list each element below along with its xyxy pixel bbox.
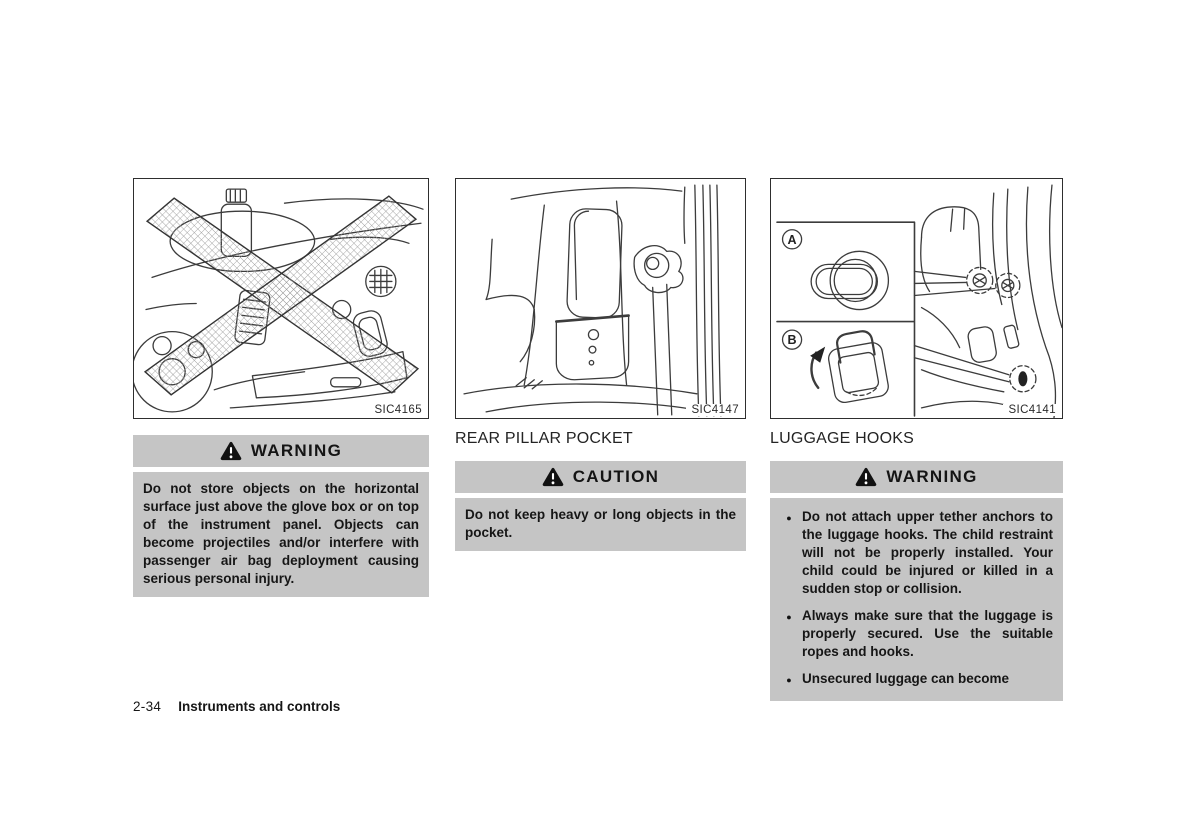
page-number: 2-34 <box>133 699 162 714</box>
caution-body-text: Do not keep heavy or long objects in the pocket. <box>455 498 746 551</box>
rear-pillar-pocket-illustration <box>456 179 745 418</box>
bullet-text: Always make sure that the luggage is properly secured. Use the suitable ropes and hooks. <box>802 608 1053 659</box>
right-warning-box <box>770 461 1063 701</box>
figure-code-label: SIC4165 <box>369 404 422 416</box>
figure-code-label: SIC4147 <box>686 404 739 416</box>
bullet-dot-icon <box>776 607 802 661</box>
bullet-text: Do not attach upper tether anchors to the luggage hooks. The child restraint will not be properly installed. Your child could be injured or killed in a sudden stop or collision. <box>802 509 1053 596</box>
caution-title: CAUTION <box>572 467 660 486</box>
warning-body-text: Do not store objects on the horizontal surface just above the glove box or on top of the instrument panel. Objects can become projectiles and/or interfere with passenger air bag deployment causing serious personal injury. <box>133 472 429 597</box>
bullet-dot-icon <box>776 508 802 598</box>
warning-triangle-icon <box>542 467 564 487</box>
page-footer <box>133 699 340 714</box>
bullet-dot-icon <box>776 670 802 689</box>
section-heading-text: LUGGAGE HOOKS <box>770 430 914 447</box>
figure-panel-luggage-hooks <box>770 178 1063 419</box>
figure-panel-instrument-panel <box>133 178 429 419</box>
warning-triangle-icon <box>220 441 242 461</box>
warning-header <box>133 435 429 467</box>
callout-b-label: B <box>787 333 797 348</box>
warning-triangle-icon <box>855 467 877 487</box>
warning-title: WARNING <box>250 441 343 460</box>
warning-bullet-item <box>776 607 1053 661</box>
crossed-dashboard-illustration <box>134 179 428 418</box>
section-heading-rear-pillar-pocket <box>455 430 746 448</box>
figure-code-label: SIC4141 <box>1003 404 1056 416</box>
warning-title: WARNING <box>886 467 978 486</box>
caution-header <box>455 461 746 493</box>
warning-header <box>770 461 1063 493</box>
warning-bullet-list <box>770 498 1063 701</box>
left-warning-box <box>133 435 429 597</box>
callout-a-label: A <box>787 232 797 247</box>
middle-caution-box <box>455 461 746 551</box>
section-heading-luggage-hooks <box>770 430 1063 448</box>
bullet-text: Unsecured luggage can become <box>802 671 1010 686</box>
luggage-hooks-illustration <box>771 179 1062 418</box>
chapter-title: Instruments and controls <box>178 699 341 714</box>
warning-bullet-item <box>776 670 1053 689</box>
warning-bullet-item <box>776 508 1053 598</box>
figure-panel-rear-pillar-pocket <box>455 178 746 419</box>
section-heading-text: REAR PILLAR POCKET <box>455 430 633 447</box>
